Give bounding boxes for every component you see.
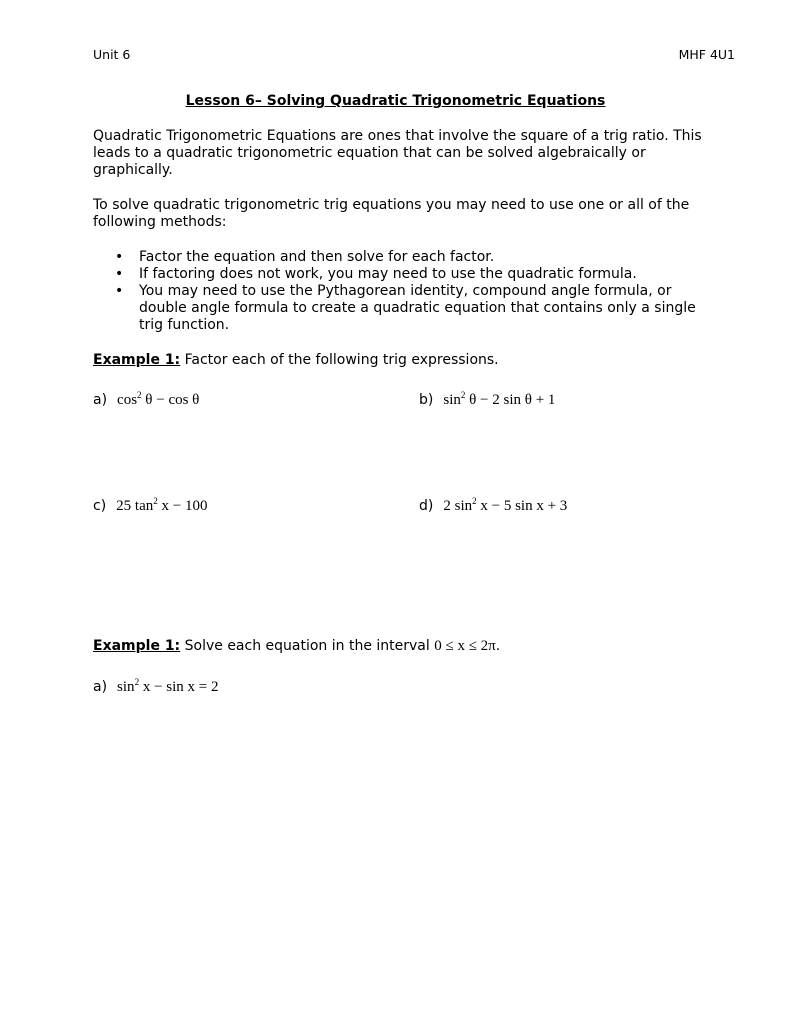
- example-1-item-d: [419, 496, 567, 515]
- header-course-code: MHF 4U1: [678, 47, 735, 62]
- interval-expression: 0 ≤ x ≤ 2π: [434, 638, 496, 654]
- expression: $\sin^2 \theta - 2$ sin θ + 1: [443, 390, 556, 408]
- item-label: a): [93, 392, 108, 408]
- methods-list: [93, 249, 713, 334]
- item-label: c): [93, 498, 107, 514]
- example-1-label: Example 1:: [93, 352, 181, 368]
- example-1-heading: [93, 352, 499, 368]
- expression: $\sin^2 x - \sin x = 2$: [117, 677, 219, 695]
- example-1-item-c: [93, 496, 207, 515]
- method-item-factor: • Factor the equation and then solve for each factor.: [93, 249, 713, 266]
- method-item-quadratic-formula: • If factoring does not work, you may need to use the quadratic formula.: [93, 266, 713, 283]
- example-2-heading: [93, 638, 500, 655]
- example-2-label: Example 1:: [93, 638, 181, 654]
- intro-paragraph: Quadratic Trigonometric Equations are ones that involve the square of a trig ratio. This leads to a quadratic trigonometric equation that can be solved algebraically or graphically.: [93, 128, 702, 178]
- expression: 25 $\tan^2 x - 100$: [116, 496, 208, 514]
- methods-intro-paragraph: To solve quadratic trigonometric trig equations you may need to use one or all of the following methods:: [93, 197, 690, 230]
- example-2-instruction: Solve each equation in the interval: [184, 638, 430, 654]
- item-label: b): [419, 392, 434, 408]
- expression: 2 $\sin^2 x - 5$ sin x + 3: [443, 496, 568, 514]
- sentence-period: .: [495, 638, 501, 654]
- method-item-identities: • You may need to use the Pythagorean identity, compound angle formula, or double angle formula to create a quadratic equation that contains only a single trig function.: [93, 283, 713, 334]
- header-unit: Unit 6: [93, 47, 131, 62]
- item-label: a): [93, 679, 108, 695]
- example-1-item-b: [419, 390, 555, 409]
- example-2-item-a: [93, 677, 219, 696]
- lesson-title: Lesson 6– Solving Quadratic Trigonometric Equations: [185, 93, 606, 109]
- expression: $\cos^2 \theta - \cos \theta$: [117, 390, 200, 408]
- item-label: d): [419, 498, 434, 514]
- example-1-instruction: Factor each of the following trig expressions.: [184, 352, 499, 368]
- example-1-item-a: [93, 390, 199, 409]
